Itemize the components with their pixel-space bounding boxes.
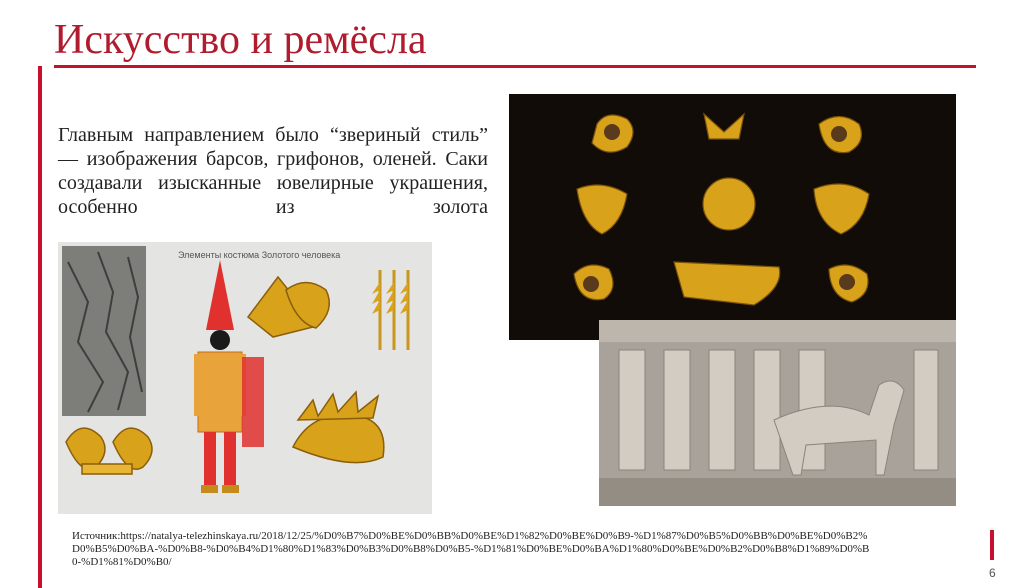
costume-illustration (58, 242, 432, 514)
gold-ornaments-illustration (509, 94, 956, 340)
golden-man-costume-image (58, 242, 432, 514)
source-citation: Источник:https://natalya-telezhinskaya.ru/2018/12/25/%D0%B7%D0%BE%D0%BB%D0%BE%D1%82%D0%BE%D0%B9-%D1%87%D0%B5%D0%BB%D0%BE%D0%B2%D0%B5%D0%BA-%D0%B8-%D0%B4%D1%80%D1%83%D0%B3%D0%B8%D0%B5-%D1%81%D0%BE%D0%BA%D1%80%D0%BE%D0%B2%D0%B8%D1%89%D0%B0-%D1%81%D0%B0/ (72, 530, 870, 568)
stone-relief-image (599, 320, 956, 506)
title-divider (54, 65, 976, 68)
costume-caption: Элементы костюма Золотого человека (178, 250, 341, 260)
slide-title: Искусство и ремёсла (54, 17, 427, 63)
gold-jewelry-image (509, 94, 956, 340)
relief-illustration (599, 320, 956, 506)
page-number: 6 (989, 566, 996, 580)
slide-body-text: Главным направлением было “звериный стиль” — изображения барсов, грифонов, оленей. Саки создавали изысканные ювелирные украшения, особенно из золота (58, 124, 488, 218)
accent-side-bar (38, 66, 42, 588)
page-marker (990, 530, 994, 560)
